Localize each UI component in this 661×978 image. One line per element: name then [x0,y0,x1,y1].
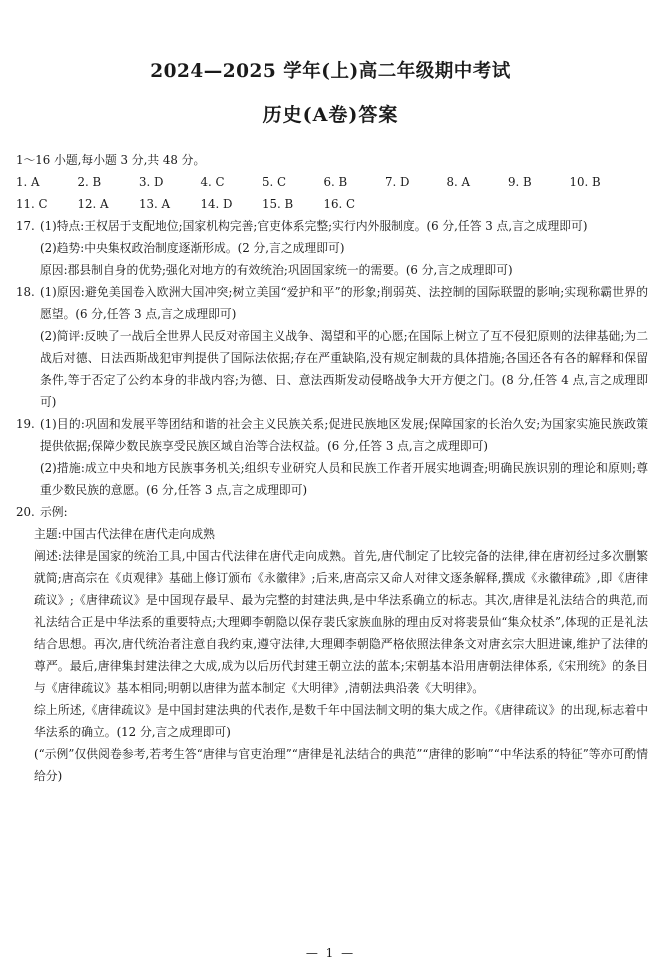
example-label: 示例: [40,505,68,519]
answer-paragraph: (1)原因:避免美国卷入欧洲大国冲突;树立美国“爱护和平”的形象;削弱英、法控制的国际联盟的影响;实现称霸世界的愿望。(6 分,任答 3 点,言之成理即可) [40,285,648,321]
answer-paragraph: (2)趋势:中央集权政治制度逐渐形成。(2 分,言之成理即可) [40,241,345,255]
choice-answer: 8. A [446,175,471,189]
choice-answer: 3. D [139,175,164,189]
choice-answer: 5. C [262,175,287,189]
question-number: 19. [16,417,35,431]
answer-paragraph: (1)特点:王权居于支配地位;国家机构完善;官吏体系完整;实行内外服制度。(6 分,任答 3 点,言之成理即可) [40,219,588,233]
answer-body [16,149,648,787]
question-18 [16,281,648,413]
essay-elaboration: 阐述:法律是国家的统治工具,中国古代法律在唐代走向成熟。首先,唐代制定了比较完备的法律,律在唐初经过多次删繁就简;唐高宗在《贞观律》基础上修订颁布《永徽律》;后来,唐高宗又命人对律文逐条解释,撰成《永徽律疏》,即《唐律疏议》;《唐律疏议》是中国现存最早、最为完整的封建法典,是中华法系确立的标志。其次,唐律是礼法结合的典范,而礼法结合正是中华法系的重要特点;大理卿李朝隐以保存裴氏家族血脉的理由反对将裴景仙“集众杖杀”,体现的正是礼法结合思想。再次,唐代统治者注意自我约束,遵守法律,大理卿李朝隐严格依照法律条文对唐玄宗大胆进谏,维护了法律的尊严。最后,唐律集封建法律之大成,成为以后历代封建王朝立法的蓝本;宋朝基本沿用唐朝法律体系,《宋刑统》的条目与《唐律疏议》基本相同;明朝以唐律为蓝本制定《大明律》,清朝法典沿袭《大明律》。 [34,549,648,695]
choice-answer: 14. D [200,197,233,211]
grading-note: (“示例”仅供阅卷参考,若考生答“唐律与官吏治理”“唐律是礼法结合的典范”“唐律的影响”“中华法系的特征”等亦可酌情给分) [34,747,648,783]
choice-answer: 1. A [16,175,40,189]
choice-answer: 15. B [262,197,294,211]
choice-intro: 1～16 小题,每小题 3 分,共 48 分。 [16,153,206,167]
question-number: 18. [16,285,35,299]
question-19 [16,413,648,501]
choice-answer: 9. B [508,175,532,189]
question-number: 20. [16,505,35,519]
page-number: — 1 — [305,946,356,960]
choice-answer: 11. C [16,197,48,211]
answer-paragraph: (2)措施:成立中央和地方民族事务机关;组织专业研究人员和民族工作者开展实地调查;明确民族识别的理论和原则;尊重少数民族的意愿。(6 分,任答 3 点,言之成理即可) [40,461,648,497]
choice-answer: 10. B [569,175,601,189]
choice-row-2 [16,193,648,215]
choice-answer: 6. B [323,175,348,189]
question-20 [16,501,648,523]
choice-row-1 [16,171,648,193]
choice-answer: 12. A [77,197,109,211]
essay-conclusion: 综上所述,《唐律疏议》是中国封建法典的代表作,是数千年中国法制文明的集大成之作。《唐律疏议》的出现,标志着中华法系的确立。(12 分,言之成理即可) [34,703,648,739]
exam-title: 2024—2025 学年(上)高二年级期中考试 [150,61,511,82]
question-17 [16,215,648,281]
choice-answer: 4. C [200,175,225,189]
choice-answer: 7. D [385,175,410,189]
question-number: 17. [16,219,35,233]
essay-theme: 主题:中国古代法律在唐代走向成熟 [34,527,215,541]
answer-subtitle: 历史(A卷)答案 [262,104,399,126]
choice-answer: 16. C [323,197,356,211]
choice-answer: 2. B [77,175,102,189]
answer-paragraph: (1)目的:巩固和发展平等团结和谐的社会主义民族关系;促进民族地区发展;保障国家的长治久安;为国家实施民族政策提供依据;保障少数民族享受民族区域自治等合法权益。(6 分,任答 3 点,言之成理即可) [40,417,648,453]
choice-answer: 13. A [139,197,171,211]
answer-paragraph: (2)简评:反映了一战后全世界人民反对帝国主义战争、渴望和平的心愿;在国际上树立了互不侵犯原则的法律基础;为二战后对德、日法西斯战犯审判提供了国际法依据;存在严重缺陷,没有规定制裁的具体措施;各国还各有各的解释和保留条件,等于否定了公约本身的非战内容;为德、日、意法西斯发动侵略战争大开方便之门。(8 分,任答 4 点,言之成理即可) [40,329,648,409]
answer-paragraph: 原因:郡县制自身的优势;强化对地方的有效统治;巩固国家统一的需要。(6 分,言之成理即可) [40,263,513,277]
